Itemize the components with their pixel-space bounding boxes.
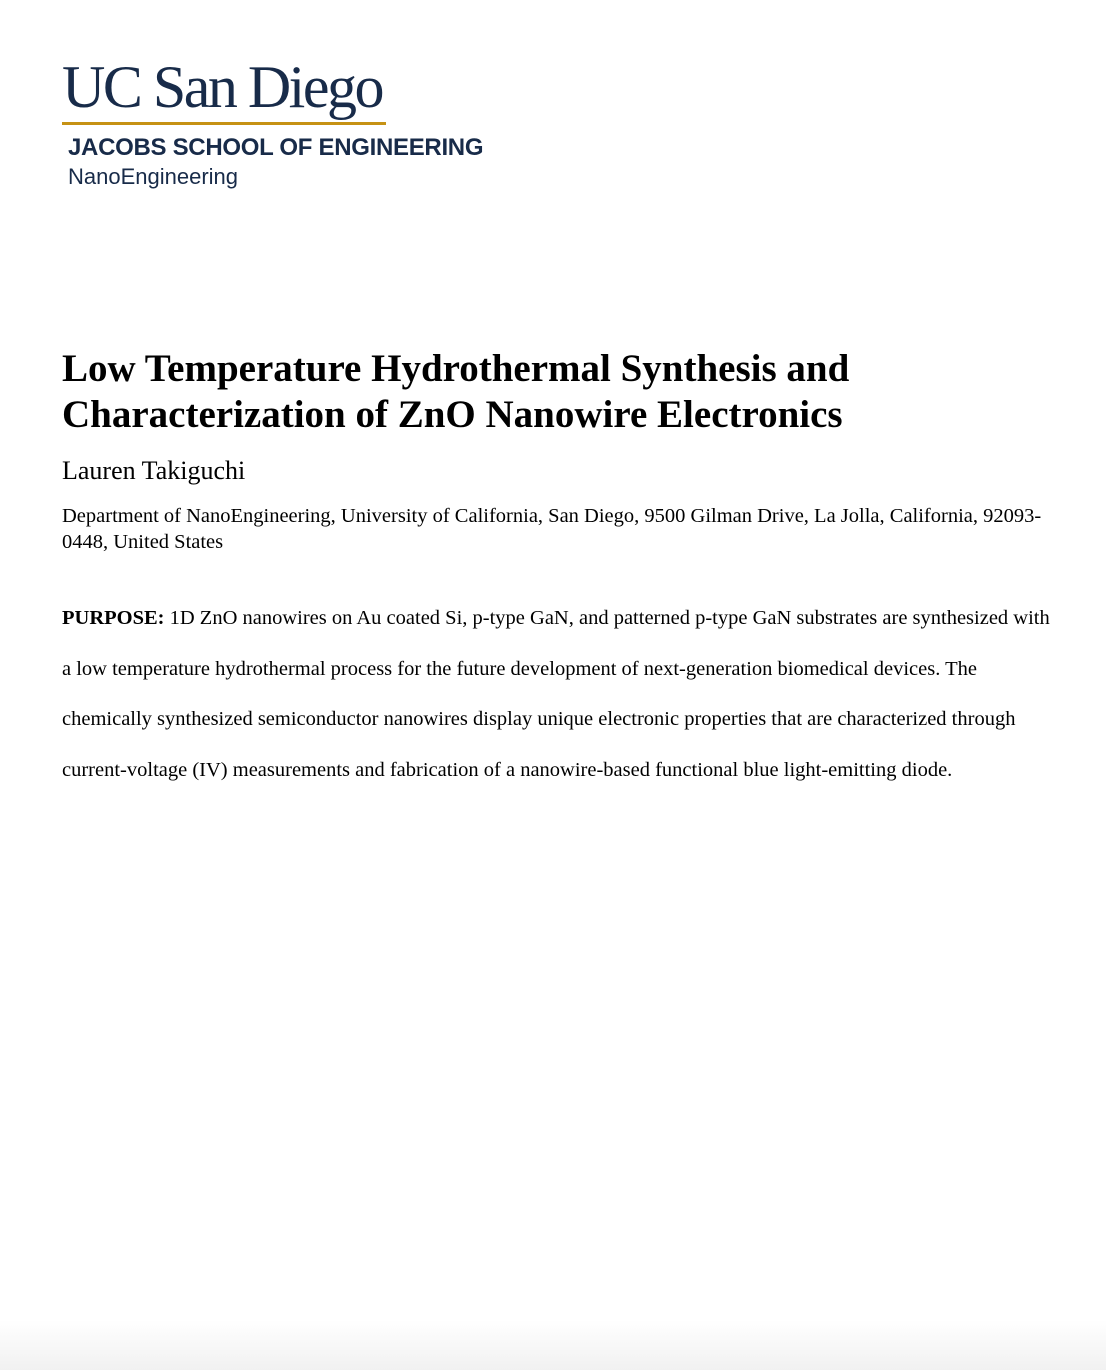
logo-school-name: JACOBS SCHOOL OF ENGINEERING xyxy=(68,134,484,161)
abstract-text: 1D ZnO nanowires on Au coated Si, p-type GaN, and patterned p-type GaN substrates are synthesized with a low temperature hydrothermal process for the future development of next-generation biomedical devices. The chemically synthesized semiconductor nanowires display unique electronic properties that are characterized through current-voltage (IV) measurements and fabrication of a nanowire-based functional blue light-emitting diode. xyxy=(62,607,1050,781)
logo-department-name: NanoEngineering xyxy=(68,164,239,189)
abstract-label: PURPOSE: xyxy=(62,607,165,629)
abstract-paragraph xyxy=(62,593,1052,795)
uc-san-diego-logo xyxy=(62,54,484,189)
author-affiliation: Department of NanoEngineering, University of California, San Diego, 9500 Gilman Drive, La Jolla, California, 92093-0448, United States xyxy=(62,505,1042,553)
logo-wordmark: UC San Diego xyxy=(62,54,382,120)
author-name: Lauren Takiguchi xyxy=(62,456,246,485)
logo-gold-rule xyxy=(62,122,386,125)
paper-title: Low Temperature Hydrothermal Synthesis and Characterization of ZnO Nanowire Electronics xyxy=(62,347,850,436)
